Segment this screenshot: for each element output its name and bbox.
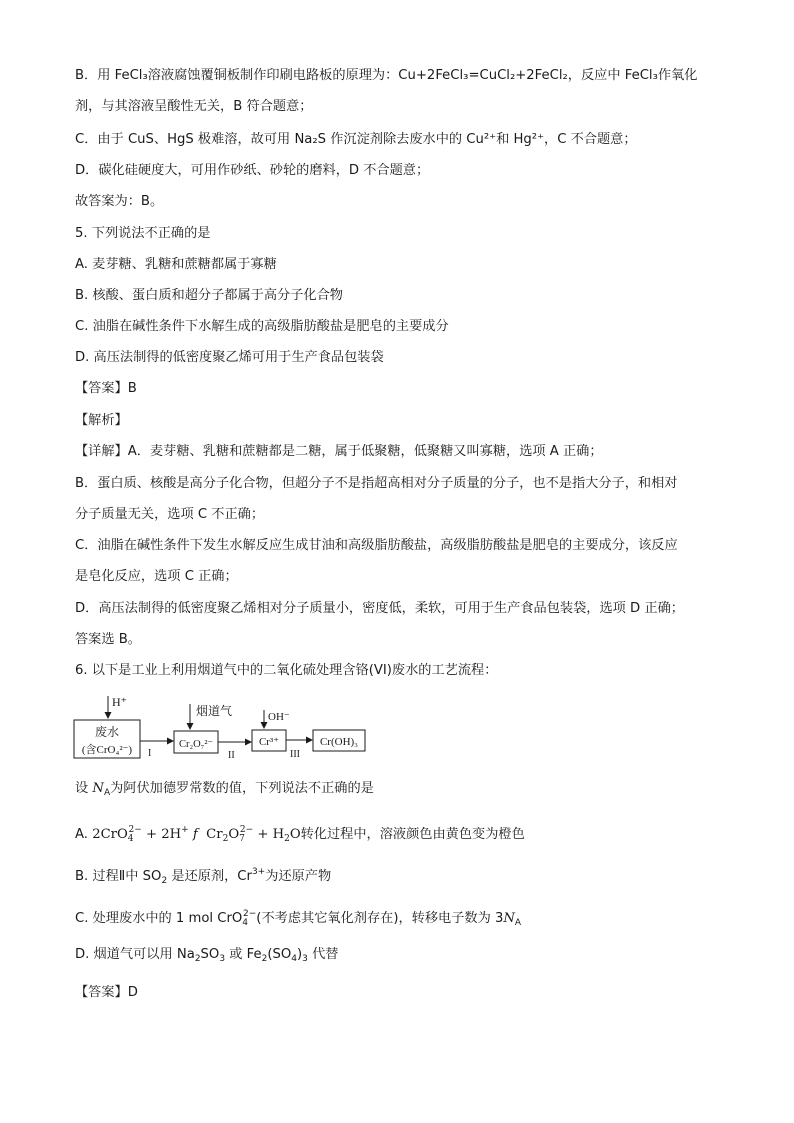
question-5-answer: 【答案】B: [75, 381, 137, 396]
cr-oh3-label: Cr(OH)₃: [319, 736, 359, 748]
question-6-option-d: D. 烟道气可以用 $Na_2SO_3$ 或 $Fe_2(SO_4)_3$ 代替: [75, 947, 339, 964]
question-5-detail-c2: 是皂化反应，选项 C 正确；: [75, 569, 238, 584]
question-5-option-a: A. 麦芽糖、乳糖和蔗糖都属于寡糖: [75, 257, 277, 272]
paragraph-b-fecl3-2: 剂，与其溶液呈酸性无关，B 符合题意；: [75, 99, 313, 114]
question-5-detail-a: 【详解】A．麦芽糖、乳糖和蔗糖都是二糖，属于低聚糖，低聚糖又叫寡糖，选项 A 正确；: [75, 444, 603, 459]
question-5-final-answer: 答案选 B。: [75, 632, 141, 647]
question-6-option-b: B. 过程Ⅱ中 $SO_2$ 是还原剂，$Cr^{3+}$为还原产物: [75, 867, 332, 886]
question-6-stem: 6. 以下是工业上利用烟道气中的二氧化硫处理含铬(VI)废水的工艺流程：: [75, 663, 498, 678]
process-flow-diagram: [72, 690, 402, 772]
question-5-detail-b2: 分子质量无关，选项 C 不正确；: [75, 507, 265, 522]
question-5-detail-b1: B．蛋白质、核酸是高分子化合物，但超分子不是指超高相对分子质量的分子，也不是指大分子，和相对: [75, 476, 678, 491]
question-5-detail-c1: C．油脂在碱性条件下发生水解反应生成甘油和高级脂肪酸盐，高级脂肪酸盐是肥皂的主要成分，该反应: [75, 538, 678, 553]
question-6-option-c: C. 处理废水中的 1 mol CrO$_4^{2-}$(不考虑其它氧化剂存在)，转移电子数为 $3N_A$: [75, 909, 522, 928]
question-5-option-d: D. 高压法制得的低密度聚乙烯可用于生产食品包装袋: [75, 350, 384, 365]
question-6-setup: 设 $N_A$为阿伏加德罗常数的值，下列说法不正确的是: [75, 781, 374, 798]
question-6-option-a: A. 2CrO$_4^{2-}$ + 2H+ f $Cr_2O_7^{2-} + H_2O$转化过程中，溶液颜色由黄色变为橙色: [75, 825, 525, 844]
cr3plus-label: Cr³⁺: [258, 736, 280, 748]
question-5-stem: 5. 下列说法不正确的是: [75, 226, 211, 241]
h-plus-label: H⁺: [112, 695, 127, 709]
oh-minus-label: OH⁻: [268, 711, 290, 723]
step-3-label: III: [290, 749, 300, 760]
question-6-answer: 【答案】D: [75, 985, 138, 1000]
paragraph-b-fecl3-1: B．用 FeCl₃溶液腐蚀覆铜板制作印刷电路板的原理为：Cu+2FeCl₃=CuCl₂+2FeCl₂，反应中 FeCl₃作氧化: [75, 68, 698, 83]
flue-gas-label: 烟道气: [196, 704, 233, 718]
paragraph-d-sic: D．碳化硅硬度大，可用作砂纸、砂轮的磨料，D 不合题意；: [75, 163, 430, 178]
question-5-option-c: C. 油脂在碱性条件下水解生成的高级脂肪酸盐是肥皂的主要成分: [75, 319, 449, 334]
answer-line-q4: 故答案为：B。: [75, 194, 164, 209]
step-1-label: I: [148, 748, 152, 759]
paragraph-c-cus: C．由于 CuS、HgS 极难溶，故可用 Na₂S 作沉淀剂除去废水中的 Cu²⁺和 Hg²⁺，C 不合题意；: [75, 132, 637, 147]
waste-water-label: 废水: [94, 725, 120, 739]
question-5-analysis-heading: 【解析】: [75, 413, 128, 428]
containing-cro4-label: (含CrO₄²⁻): [81, 744, 133, 756]
question-5-detail-d: D．高压法制得的低密度聚乙烯相对分子质量小，密度低，柔软，可用于生产食品包装袋，选项 D 正确；: [75, 601, 684, 616]
question-5-option-b: B. 核酸、蛋白质和超分子都属于高分子化合物: [75, 288, 343, 303]
cr2o7-label: Cr₂O₇²⁻: [178, 739, 214, 750]
step-2-label: II: [228, 750, 235, 761]
